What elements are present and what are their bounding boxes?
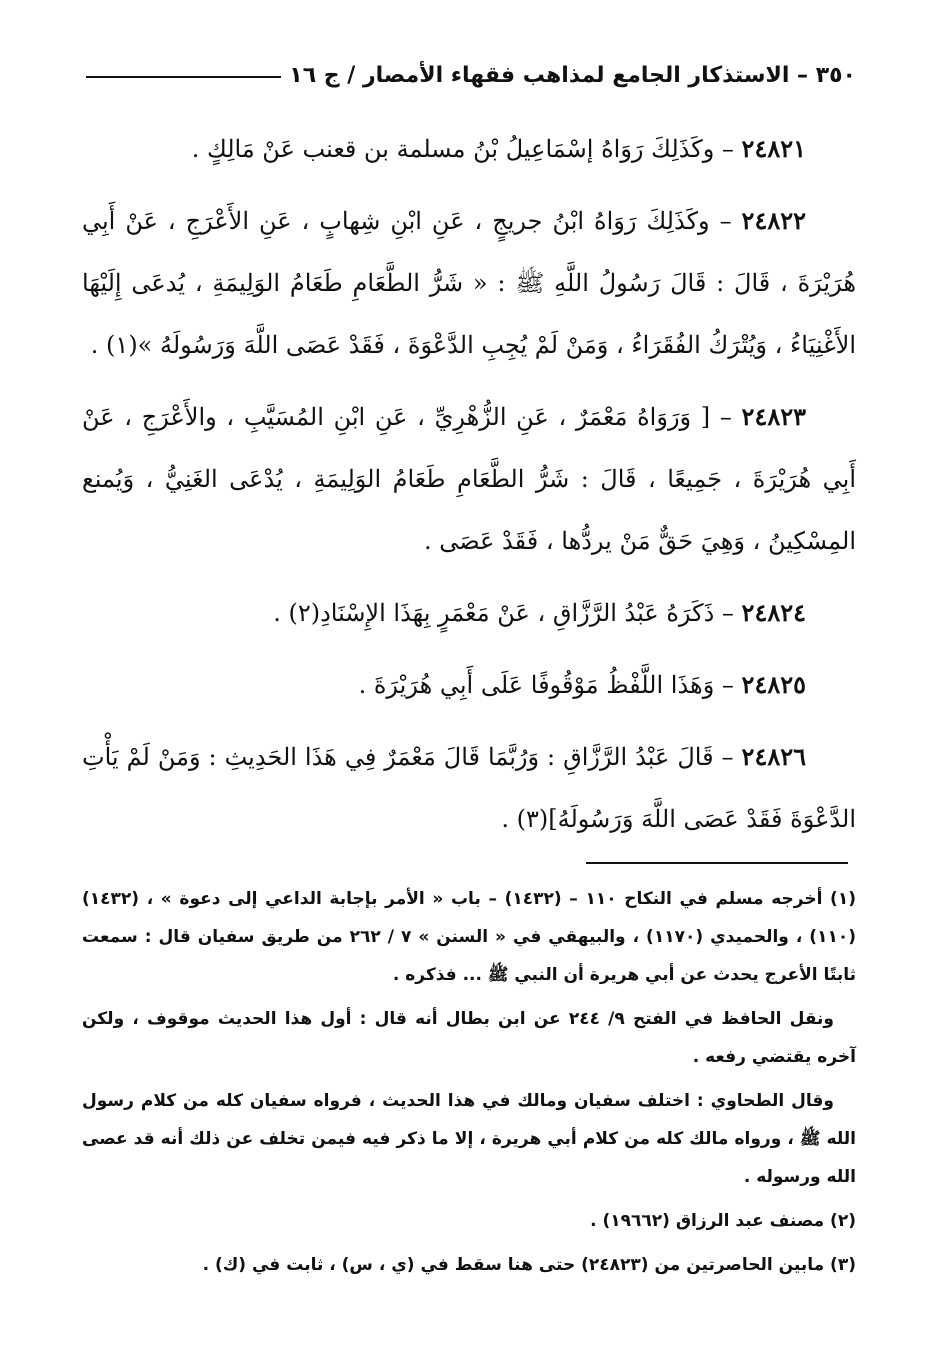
running-head-title: ٣٥٠ – الاستذكار الجامع لمذاهب فقهاء الأمصار / ج ١٦ [289, 63, 856, 88]
footnotes [82, 880, 856, 1290]
paragraph-number: ٢٤٨٢٣ [741, 402, 806, 431]
footnote-1-note-ibn-battal: ونقل الحافظ في الفتح ٩/ ٢٤٤ عن ابن بطال أنه قال : أول هذا الحديث موقوف ، ولكن آخره يقتضي رفعه . [82, 1009, 856, 1067]
paragraph-24825 [82, 654, 856, 716]
main-text [82, 118, 856, 860]
paragraph-number: ٢٤٨٢٥ [741, 670, 806, 699]
paragraph-text: – وكَذَلِكَ رَوَاهُ ابْنُ جريجٍ ، عَنِ ابْنِ شِهابٍ ، عَنِ الأَعْرَجِ ، عَنْ أَبِي هُرَيْرَةَ ، قَالَ : قَالَ رَسُولُ اللَّهِ ﷺ : « شَرُّ الطَّعَامِ طَعَامُ الوَلِيمَةِ ، يُدعَى إِلَيْهَا الأَغْنِيَاءُ ، وَيُتْرَكُ الفُقَرَاءُ ، وَمَنْ لَمْ يُجِبِ الدَّعْوَةَ ، فَقَدْ عَصَى اللَّهَ وَرَسُولَهُ »(١) . [82, 207, 856, 359]
paragraph-text: – وكَذَلِكَ رَوَاهُ إسْمَاعِيلُ بْنُ مسلمة بن قعنب عَنْ مَالِكٍ . [191, 135, 742, 163]
paragraph-number: ٢٤٨٢٦ [741, 742, 806, 771]
paragraph-number: ٢٤٨٢١ [741, 134, 806, 163]
header-rule [86, 76, 281, 78]
running-header [86, 48, 856, 88]
paragraph-24824 [82, 582, 856, 644]
paragraph-number: ٢٤٨٢٤ [741, 598, 806, 627]
footnote-1-note-tahawi: وقال الطحاوي : اختلف سفيان ومالك في هذا الحديث ، فرواه سفيان كله من كلام رسول الله ﷺ ، ورواه مالك كله من كلام أبي هريرة ، إلا ما ذكر فيه فيمن تخلف عن ذلك أنه قد عصى الله ورسوله . [82, 1091, 856, 1187]
paragraph-24821 [82, 118, 856, 180]
paragraph-number: ٢٤٨٢٢ [741, 206, 806, 235]
paragraph-24826 [82, 726, 856, 850]
paragraph-text: – قَالَ عَبْدُ الرَّزَّاقِ : وَرُبَّمَا قَالَ مَعْمَرٌ فِي هَذَا الحَدِيثِ : وَمَنْ لَمْ يَأْتِ الدَّعْوَةَ فَقَدْ عَصَى اللَّهَ وَرَسُولَهُ](٣) . [82, 743, 856, 833]
footnote-3: (٣) مابين الحاصرتين من (٢٤٨٢٣) حتى هنا سقط في (ي ، س) ، ثابت في (ك) . [202, 1255, 856, 1275]
paragraph-24822 [82, 190, 856, 376]
footnote-divider [586, 862, 848, 864]
paragraph-text: – وَهَذَا اللَّفْظُ مَوْقُوفًا عَلَى أَبِي هُرَيْرَةَ . [358, 671, 742, 699]
paragraph-text: – [ وَرَوَاهُ مَعْمَرٌ ، عَنِ الزُّهْرِيِّ ، عَنِ ابْنِ المُسَيَّبِ ، والأَعْرَجِ ، عَنْ أَبِي هُرَيْرَةَ ، جَمِيعًا ، قَالَ : شَرُّ الطَّعَامِ طَعَامُ الوَلِيمَةِ ، يُدْعَى الغَنِيُّ ، وَيُمنع المِسْكِينُ ، وَهِيَ حَقٌّ مَنْ يردُّها ، فَقَدْ عَصَى . [82, 403, 856, 555]
footnote-1: (١) أخرجه مسلم في النكاح ١١٠ – (١٤٣٢) – باب « الأمر بإجابة الداعي إلى دعوة » ، (١٤٣٢) (١١٠) ، والحميدي (١١٧٠) ، والبيهقي في « السنن » ٧ / ٢٦٢ من طريق سفيان قال : سمعت ثابتًا الأعرج يحدث عن أبي هريرة أن النبي ﷺ ... فذكره . [82, 889, 856, 985]
footnote-2: (٢) مصنف عبد الرزاق (١٩٦٦٢) . [590, 1211, 856, 1231]
paragraph-text: – ذَكَرَهُ عَبْدُ الرَّزَّاقِ ، عَنْ مَعْمَرٍ بِهَذَا الإِسْنَادِ(٢) . [273, 599, 742, 627]
paragraph-24823 [82, 386, 856, 572]
